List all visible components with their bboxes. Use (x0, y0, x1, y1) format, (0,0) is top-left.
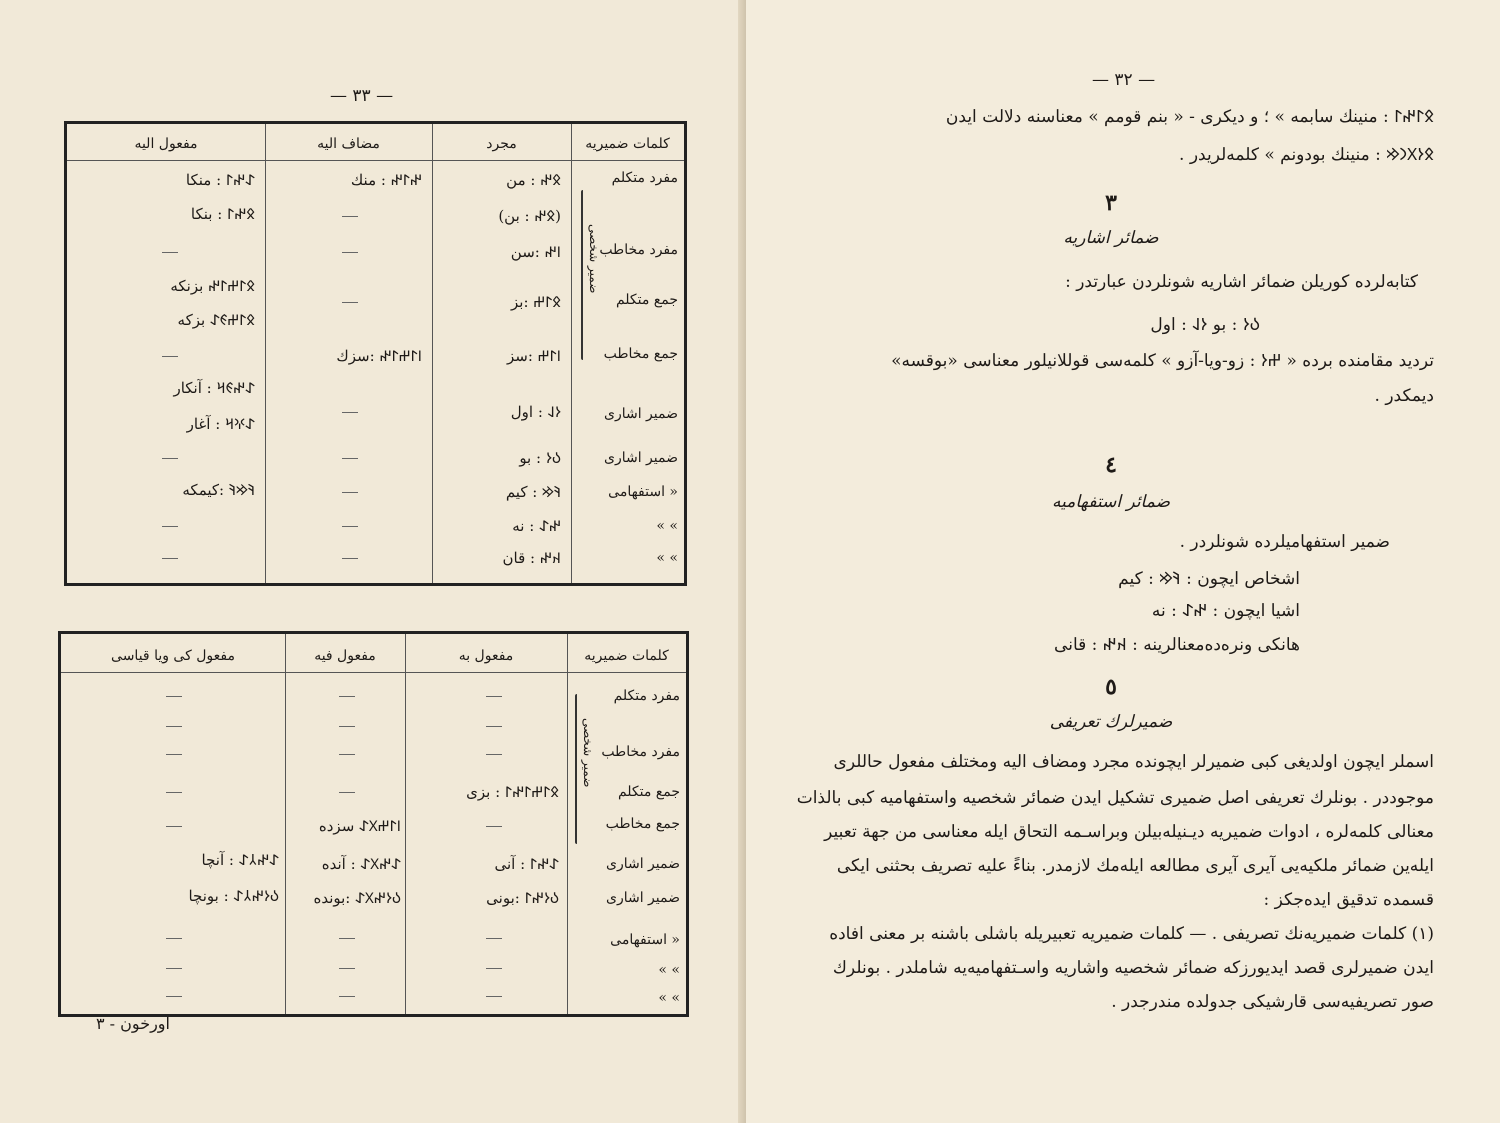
section-5-line: صور تصريفيه‌سى قارشيكى جدولده مندرجدر . (1111, 992, 1434, 1012)
side-label-personal: ضمير شخصى (587, 224, 601, 294)
right-page-number: — ٣٢ — (1092, 70, 1156, 90)
section-5-line: موجوددر . بونلرك تعريفى اصل ضميرى تشكيل ايدن ضمائر شخصيه واستفهاميه كبى بالذات (796, 788, 1434, 808)
section-4-line: هانكى ونره‌ده‌معنالرينه : 𐰴𐰤 : قانى (1054, 635, 1300, 655)
section-4-line: اشيا ايچون : 𐰤𐰀 : نه (1151, 601, 1300, 621)
side-label-personal-2: ضمير شخصى (581, 718, 595, 788)
cell-maful-bih: 𐰀𐰤𐰃 : آنى (494, 855, 559, 873)
cell-maful: 𐰋𐰃𐰔𐰃𐰤 بزنكه (170, 277, 255, 295)
section-5-title: ضميرلرك تعريفى (1049, 712, 1173, 732)
cell-mujarrad: (𐰋𐰤 : بن) (498, 207, 561, 225)
row-label: جمع مخاطب (605, 816, 680, 832)
personal-pronoun-brace (581, 190, 583, 360)
cell-maful: 𐰀𐰍𐰺 : آغار (186, 415, 255, 433)
cell-maful: 𐰚𐰢𐰚 :كيمكه (182, 481, 255, 499)
header-maful-ilayh: مفعول اليه (134, 136, 198, 152)
header-maful-fih: مفعول فيه (314, 648, 376, 664)
cell-mujarrad: 𐰴𐰤 : قان (502, 549, 561, 567)
row-label: ضمير اشارى (604, 406, 678, 422)
header-kalimat: كلمات ضميريه (585, 136, 670, 152)
cell-mujarrad: 𐰉𐰆 : بو (519, 449, 561, 467)
section-3-title: ضمائر اشاريه (1063, 228, 1159, 248)
row-label: » » (658, 990, 680, 1006)
cell-maful: 𐰋𐰤𐰃 : بنكا (190, 205, 255, 223)
row-label: جمع مخاطب (603, 346, 678, 362)
row-label: ضمير اشارى (606, 856, 680, 872)
cell-mujarrad: 𐰾𐰃𐰔 :سز (507, 347, 561, 365)
row-label: « استفهامى (608, 484, 678, 500)
intro-line: 𐰋𐰆𐰓𐰣𐰢 : منينك بودونم » كلمه‌لريدر . (1179, 145, 1434, 165)
cell-mujarrad: 𐰤𐰀 : نه (512, 517, 561, 535)
row-label: ضمير اشارى (604, 450, 678, 466)
cell-mujarrad: 𐰋𐰤 : من (506, 171, 561, 189)
section-5-line: ايله‌ين ضمائر ملكيه‌يى آيرى آيرى مطالعه ايله‌مك لازمدر. بناءً عليه تصريف بحثنى ايكى (836, 856, 1434, 876)
left-page (0, 0, 746, 1123)
cell-maful-bih: 𐰋𐰃𐰔𐰃𐰤𐰃 : بزى (466, 783, 559, 801)
section-5-number: ٥ (1105, 674, 1117, 700)
section-4-title: ضمائر استفهاميه (1051, 492, 1171, 512)
cell-maful: 𐰀𐰤𐰏𐰺 : آنكار (173, 379, 255, 397)
section-3-line: كتابه‌لرده كوريلن ضمائر اشاريه شونلردن عبارتدر : (1065, 272, 1418, 292)
section-4-line: اشخاص ايچون : 𐰚𐰢 : كيم (1118, 569, 1300, 589)
cell-mujarrad: 𐰚𐰢 : كيم (505, 483, 561, 501)
cell-maful-fih: 𐰀𐰤𐰓𐰀 : آنده (321, 855, 401, 873)
cell-maful: 𐰋𐰃𐰔𐰏𐰀 بزكه (177, 311, 255, 329)
row-label: » » (658, 962, 680, 978)
declension-table-2 (58, 631, 689, 1017)
section-5-line: قسمده تدقيق ايده‌جكز : (1263, 890, 1434, 910)
section-5-line: ايدن ضميرلرى قصد ايديورزكه ضمائر شخصيه واشاريه واسـتفهاميه‌يه شاملدر . بونلرك (832, 958, 1434, 978)
intro-line: 𐰋𐰃𐰤𐰃 : منينك سابمه » ؛ و ديكرى - « بنم قومم » معناسنه دلالت ايدن (945, 107, 1434, 127)
cell-maful-qiyasi: 𐰀𐰤𐰲𐰀 : آنچا (201, 851, 279, 869)
section-3-line: ترديد مقامنده برده « 𐰔𐰆 : زو-ويا-آزو » كلمه‌سى قوللانيلور معناسى «بوقسه» (891, 351, 1434, 371)
row-label: مفرد متكلم (611, 170, 678, 186)
cell-maful-qiyasi: 𐰉𐰆𐰤𐰲𐰀 : بونچا (188, 887, 279, 905)
section-5-line: معنالى كلمه‌لره ، ادوات ضميريه ديـنيله‌بيلن وبراسـمه التحاق ايله معناسى من جهة تعبير (824, 822, 1434, 842)
cell-mujarrad: 𐰆𐰞 : اول (510, 403, 561, 421)
row-label: مفرد مخاطب (601, 744, 680, 760)
section-4-line: ضمير استفهاميلرده شونلردر . (1179, 532, 1390, 552)
header-maful-bih: مفعول به (458, 648, 514, 664)
row-label: ضمير اشارى (606, 890, 680, 906)
row-label: جمع متكلم (615, 292, 678, 308)
cell-mujarrad: 𐰋𐰃𐰔 :بز (511, 293, 561, 311)
section-5-line: اسملر ايچون اولديغى كبى ضميرلر ايچونده مجرد ومضاف اليه ومختلف مفعول حاللرى (833, 752, 1434, 772)
header-mujarrad: مجرد (486, 136, 517, 152)
cell-mudaf: 𐰤𐰃𐰤 : منك (350, 171, 422, 189)
header-maful-qiyasi: مفعول كى ويا قياسى (111, 648, 235, 664)
row-label: « استفهامى (610, 932, 680, 948)
declension-table-1 (64, 121, 687, 586)
cell-maful-fih: 𐰾𐰃𐰔𐰓𐰀 سزده (318, 817, 401, 835)
header-kalimat-2: كلمات ضميريه (584, 648, 669, 664)
section-5-line: (١) كلمات ضميريه‌نك تصريفى . — كلمات ضميريه تعبيريله باشلى باشنه بر معنى افاده (829, 924, 1434, 944)
signature-footer: اورخون - ٣ (96, 1014, 170, 1033)
row-label: » » (656, 550, 678, 566)
row-label: جمع متكلم (617, 784, 680, 800)
left-page-number: — ٣٣ — (330, 86, 394, 106)
section-3-line: ديمكدر . (1374, 386, 1434, 406)
section-4-number: ٤ (1105, 452, 1117, 478)
section-3-number: ٣ (1105, 190, 1117, 216)
row-label: مفرد متكلم (613, 688, 680, 704)
cell-maful-fih: 𐰉𐰆𐰤𐰓𐰀 :بونده (313, 889, 401, 907)
header-mudaf-ilayh: مضاف اليه (317, 136, 380, 152)
section-3-line: 𐰉𐰆 : بو 𐰆𐰞 : اول (1150, 315, 1260, 335)
row-label: » » (656, 518, 678, 534)
personal-pronoun-brace-2 (575, 694, 577, 844)
right-page (746, 0, 1500, 1123)
cell-maful-bih: 𐰉𐰆𐰤𐰃 :بونى (486, 889, 559, 907)
row-label: مفرد مخاطب (599, 242, 678, 258)
cell-mujarrad: 𐰾𐰤 :سن (510, 243, 561, 261)
cell-maful: 𐰀𐰤𐰃 : منكا (185, 171, 255, 189)
cell-mudaf: 𐰾𐰃𐰔𐰃𐰤 :سزك (336, 347, 422, 365)
